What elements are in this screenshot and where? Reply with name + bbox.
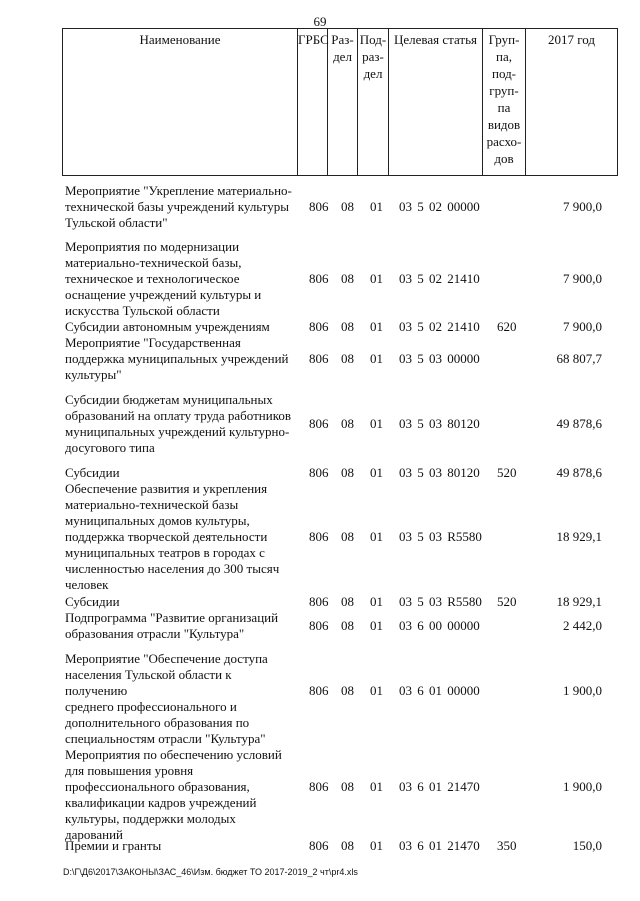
row-razdel: 08	[341, 683, 354, 698]
header-naimenovanie: Наименование	[63, 29, 298, 175]
row-name: Мероприятие "Государственная поддержка муниципальных учреждений культуры"	[65, 335, 289, 382]
row-celevaya-statya: 03 5 03 R5580	[399, 529, 482, 544]
row-podrazdel: 01	[370, 838, 383, 853]
row-celevaya-statya: 03 6 01 21470	[399, 838, 480, 853]
row-grbs: 806	[309, 618, 329, 633]
file-path-footer: D:\Г\Д6\2017\ЗАКОНЫ\ЗАС_46\Изм. бюджет ТО 2017-2019_2 чт\pr4.xls	[63, 867, 358, 877]
row-razdel: 08	[341, 416, 354, 431]
header-podrazdel: Под- раз- дел	[358, 29, 389, 175]
row-sum: 1 900,0	[563, 779, 602, 794]
row-celevaya-statya: 03 5 02 00000	[399, 199, 480, 214]
row-podrazdel: 01	[370, 779, 383, 794]
row-razdel: 08	[341, 271, 354, 286]
row-sum: 18 929,1	[556, 529, 602, 544]
row-sum: 7 900,0	[563, 271, 602, 286]
row-razdel: 08	[341, 319, 354, 334]
row-sum: 1 900,0	[563, 683, 602, 698]
row-name: Субсидии бюджетам муниципальных образований на оплату труда работников муниципальных учреждений культурно- досугового типа	[65, 392, 292, 455]
row-name: Мероприятие "Обеспечение доступа населения Тульской области к получению среднего профессионального и дополнительного образования по специальностям отрасли "Культура"	[65, 651, 268, 746]
row-sum: 2 442,0	[563, 618, 602, 633]
row-razdel: 08	[341, 529, 354, 544]
row-podrazdel: 01	[370, 594, 383, 609]
row-sum: 68 807,7	[556, 351, 602, 366]
header-grbs: ГРБС	[298, 29, 328, 175]
row-name: Мероприятие "Укрепление материально- технической базы учреждений культуры Тульской области"	[65, 183, 292, 230]
row-name: Субсидии	[65, 594, 120, 609]
row-celevaya-statya: 03 5 03 80120	[399, 416, 480, 431]
row-podrazdel: 01	[370, 465, 383, 480]
row-celevaya-statya: 03 6 00 00000	[399, 618, 480, 633]
row-podrazdel: 01	[370, 683, 383, 698]
row-razdel: 08	[341, 199, 354, 214]
row-grbs: 806	[309, 779, 329, 794]
row-grbs: 806	[309, 529, 329, 544]
row-grbs: 806	[309, 319, 329, 334]
row-celevaya-statya: 03 5 03 80120	[399, 465, 480, 480]
row-celevaya-statya: 03 5 03 R5580	[399, 594, 482, 609]
row-sum: 7 900,0	[563, 199, 602, 214]
header-gruppa: Груп- па, под- груп- па видов расхо- дов	[483, 29, 526, 175]
row-grbs: 806	[309, 683, 329, 698]
row-name: Субсидии	[65, 465, 120, 480]
row-grbs: 806	[309, 199, 329, 214]
row-podrazdel: 01	[370, 618, 383, 633]
row-grbs: 806	[309, 351, 329, 366]
row-podrazdel: 01	[370, 319, 383, 334]
row-podrazdel: 01	[370, 529, 383, 544]
row-name: Обеспечение развития и укрепления материально-технической базы муниципальных домов культуры, поддержка творческой деятельности муниципальных театров в городах с численностью населения до 300 тысяч человек	[65, 481, 280, 592]
row-grbs: 806	[309, 416, 329, 431]
row-gruppa: 520	[497, 594, 517, 609]
row-celevaya-statya: 03 5 02 21410	[399, 271, 480, 286]
row-razdel: 08	[341, 618, 354, 633]
row-sum: 49 878,6	[556, 416, 602, 431]
table-header	[62, 28, 618, 176]
row-grbs: 806	[309, 838, 329, 853]
row-name: Премии и гранты	[65, 838, 162, 853]
row-gruppa: 520	[497, 465, 517, 480]
row-sum: 18 929,1	[556, 594, 602, 609]
row-name: Мероприятия по обеспечению условий для повышения уровня профессионального образования, квалификации кадров учреждений культуры, поддержки молодых дарований	[65, 747, 282, 842]
row-celevaya-statya: 03 5 02 21410	[399, 319, 480, 334]
row-gruppa: 620	[497, 319, 517, 334]
row-razdel: 08	[341, 465, 354, 480]
row-razdel: 08	[341, 351, 354, 366]
row-sum: 7 900,0	[563, 319, 602, 334]
row-grbs: 806	[309, 465, 329, 480]
row-podrazdel: 01	[370, 199, 383, 214]
row-razdel: 08	[341, 594, 354, 609]
page-number: 69	[313, 14, 327, 29]
header-celevaya-statya: Целевая статья	[389, 29, 483, 175]
row-podrazdel: 01	[370, 351, 383, 366]
row-celevaya-statya: 03 6 01 00000	[399, 683, 480, 698]
row-name: Субсидии автономным учреждениям	[65, 319, 270, 334]
row-celevaya-statya: 03 6 01 21470	[399, 779, 480, 794]
row-celevaya-statya: 03 5 03 00000	[399, 351, 480, 366]
row-podrazdel: 01	[370, 416, 383, 431]
row-razdel: 08	[341, 838, 354, 853]
row-gruppa: 350	[497, 838, 517, 853]
row-name: Мероприятия по модернизации материально-технической базы, техническое и технологическое оснащение учреждений культуры и искусства Тульской области	[65, 239, 262, 318]
row-podrazdel: 01	[370, 271, 383, 286]
row-grbs: 806	[309, 271, 329, 286]
row-razdel: 08	[341, 779, 354, 794]
row-grbs: 806	[309, 594, 329, 609]
header-2017: 2017 год	[548, 32, 595, 47]
row-sum: 49 878,6	[556, 465, 602, 480]
header-razdel: Раз- дел	[328, 29, 358, 175]
row-name: Подпрограмма "Развитие организаций образования отрасли "Культура"	[65, 610, 279, 641]
row-sum: 150,0	[572, 838, 602, 853]
